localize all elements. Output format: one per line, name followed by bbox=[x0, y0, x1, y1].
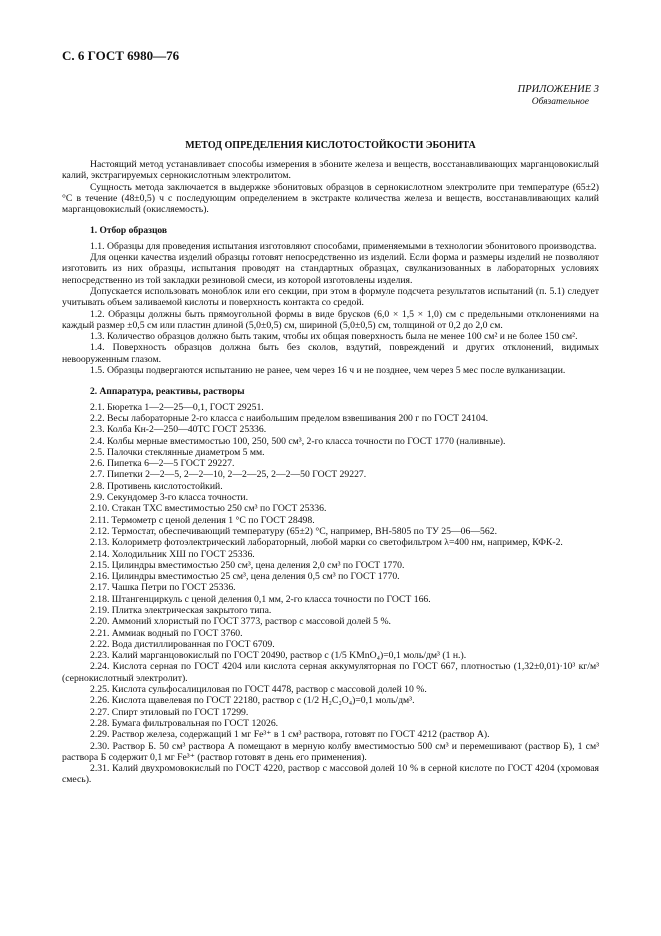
section-paragraph: 2.19. Плитка электрическая закрытого типа. bbox=[90, 604, 272, 616]
section-paragraph: 2.11. Термометр с ценой деления 1 °С по ГОСТ 28498. bbox=[90, 514, 315, 526]
section-paragraph: 2.29. Раствор железа, содержащий 1 мг Fe³⁺ в 1 см³ раствора, готовят по ГОСТ 4212 (раствор А). bbox=[90, 729, 490, 741]
appendix-label: ПРИЛОЖЕНИЕ 3 bbox=[517, 84, 599, 95]
section-paragraph: 2.3. Колба Кн-2—250—40ТС ГОСТ 25336. bbox=[90, 424, 267, 436]
section-paragraph: Допускается использовать моноблок или его секции, при этом в формуле подсчета результатов испытаний (п. 5.1) следует учитывать объем заливаемой кислоты и поверхность контакта со средой. bbox=[62, 285, 599, 309]
section-paragraph: 2.25. Кислота сульфосалициловая по ГОСТ 4478, раствор с массовой долей 10 %. bbox=[90, 684, 427, 696]
section-paragraph: 1.5. Образцы подвергаются испытанию не ранее, чем через 16 ч и не позднее, чем через 5 мес после вулканизации. bbox=[90, 365, 566, 377]
sections bbox=[62, 226, 599, 785]
section-paragraph: 2.27. Спирт этиловый по ГОСТ 17299. bbox=[90, 706, 249, 718]
section-paragraph: 2.21. Аммиак водный по ГОСТ 3760. bbox=[90, 627, 243, 639]
section-paragraph: 1.3. Количество образцов должно быть таким, чтобы их общая поверхность была не менее 100 см² и не более 150 см². bbox=[90, 331, 578, 343]
section bbox=[62, 387, 599, 785]
section-paragraph: 1.1. Образцы для проведения испытания изготовляют способами, применяемыми в технологии эбонитового производства. bbox=[90, 240, 597, 252]
section-paragraph: 2.13. Колориметр фотоэлектрический лабораторный, любой марки со светофильтром λ=400 нм, например, КФК-2. bbox=[90, 537, 563, 549]
appendix-label-block bbox=[62, 84, 599, 108]
section-heading: 1. Отбор образцов bbox=[90, 226, 168, 237]
section-paragraph: 2.30. Раствор Б. 50 см³ раствора А помещают в мерную колбу вместимостью 500 см³ и перемешивают (раствор Б), 1 см³ раствора Б содержит 0,1 мг Fe³⁺ (раствор готовят в день его применения). bbox=[62, 740, 599, 763]
section-paragraph: 2.9. Секундомер 3-го класса точности. bbox=[90, 492, 249, 504]
section-paragraph: 2.15. Цилиндры вместимостью 250 см³, цена деления 2,0 см³ по ГОСТ 1770. bbox=[90, 559, 405, 571]
section-paragraph: 2.14. Холодильник ХШ по ГОСТ 25336. bbox=[90, 548, 255, 560]
section-paragraph: 2.18. Штангенциркуль с ценой деления 0,1 мм, 2-го класса точности по ГОСТ 166. bbox=[90, 593, 431, 605]
section-paragraph: 2.12. Термостат, обеспечивающий температуру (65±2) °С, например, ВН-5805 по ТУ 25—06—562. bbox=[90, 525, 498, 537]
section bbox=[62, 226, 599, 376]
section-paragraph: 2.31. Калий двухромовокислый по ГОСТ 4220, раствор с массовой долей 10 % в серной кислоте по ГОСТ 4204 (хромовая смесь). bbox=[62, 763, 599, 786]
section-paragraph: 2.23. Калий марганцовокислый по ГОСТ 20490, раствор c (1/5 KMnO₄)=0,1 моль/дм³ (1 н.). bbox=[90, 650, 467, 662]
section-paragraph: 2.7. Пипетки 2—2—5, 2—2—10, 2—2—25, 2—2—50 ГОСТ 29227. bbox=[90, 469, 367, 481]
section-paragraph: 2.1. Бюретка 1—2—25—0,1, ГОСТ 29251. bbox=[90, 401, 264, 413]
section-paragraph: 2.5. Палочки стеклянные диаметром 5 мм. bbox=[90, 446, 265, 458]
intro-paragraph: Настоящий метод устанавливает способы измерения в эбоните железа и веществ, восстанавливающих марганцовокислый калий, экстрагируемых сернокислотным электролитом. bbox=[62, 159, 599, 182]
section-paragraph: 2.20. Аммоний хлористый по ГОСТ 3773, раствор с массовой долей 5 %. bbox=[90, 616, 391, 628]
document-page bbox=[62, 48, 599, 786]
section-paragraph: 1.4. Поверхность образцов должна быть без сколов, вздутий, повреждений и других отклонений, видимых невооруженным глазом. bbox=[62, 342, 599, 365]
intro bbox=[62, 159, 599, 215]
section-paragraph: 1.2. Образцы должны быть прямоугольной формы в виде брусков (6,0 × 1,5 × 1,0) см с предельными отклонениями на каждый размер ±0,5 см или пластин длиной (5,0±0,5) см, шириной (5,0±0,5) см, толщиной от 0,2 до 2,0 см. bbox=[62, 308, 599, 331]
section-heading: 2. Аппаратура, реактивы, растворы bbox=[90, 387, 245, 398]
section-paragraph: 2.24. Кислота серная по ГОСТ 4204 или кислота серная аккумуляторная по ГОСТ 667, плотностью (1,32±0,01)·10³ кг/м³ (сернокислотный электролит). bbox=[62, 661, 599, 684]
section-paragraph: 2.10. Стакан ТХС вместимостью 250 см³ по ГОСТ 25336. bbox=[90, 503, 327, 515]
section-paragraph: 2.17. Чашка Петри по ГОСТ 25336. bbox=[90, 582, 236, 594]
section-paragraph: 2.16. Цилиндры вместимостью 25 см³, цена деления 0,5 см³ по ГОСТ 1770. bbox=[90, 571, 400, 583]
section-paragraph: 2.4. Колбы мерные вместимостью 100, 250, 500 см³, 2-го класса точности по ГОСТ 1770 (наливные). bbox=[90, 435, 506, 447]
section-paragraph: 2.2. Весы лабораторные 2-го класса с наибольшим пределом взвешивания 200 г по ГОСТ 24104. bbox=[90, 412, 489, 424]
section-paragraph: 2.26. Кислота щавелевая по ГОСТ 22180, раствор c (1/2 H₂C₂O₄)=0,1 моль/дм³. bbox=[90, 695, 415, 707]
running-title: С. 6 ГОСТ 6980—76 bbox=[62, 48, 180, 63]
section-paragraph: Для оценки качества изделий образцы готовят непосредственно из изделий. Если форма и размеры изделий не позволяют изготовить из них образцы, испытания проводят на стандартных образцах, свулканизованных в лабораторных условиях непосредственно из той закладки резиновой смеси, из которой изготовлены изделия. bbox=[62, 252, 599, 286]
document-title: МЕТОД ОПРЕДЕЛЕНИЯ КИСЛОТОСТОЙКОСТИ ЭБОНИТА bbox=[185, 140, 476, 151]
section-paragraph: 2.28. Бумага фильтровальная по ГОСТ 12026. bbox=[90, 717, 279, 729]
appendix-status: Обязательное bbox=[531, 97, 589, 107]
section-paragraph: 2.8. Противень кислотостойкий. bbox=[90, 480, 223, 492]
section-paragraph: 2.6. Пипетка 6—2—5 ГОСТ 29227. bbox=[90, 458, 235, 470]
intro-paragraph: Сущность метода заключается в выдержке эбонитовых образцов в сернокислотном электролите при температуре (65±2) °С в течение (48±0,5) ч с последующим определением в экстракте количества железа и веществ, восстанавливающих калий марганцовокислый (окисляемость). bbox=[62, 181, 599, 216]
section-paragraph: 2.22. Вода дистиллированная по ГОСТ 6709. bbox=[90, 638, 275, 650]
